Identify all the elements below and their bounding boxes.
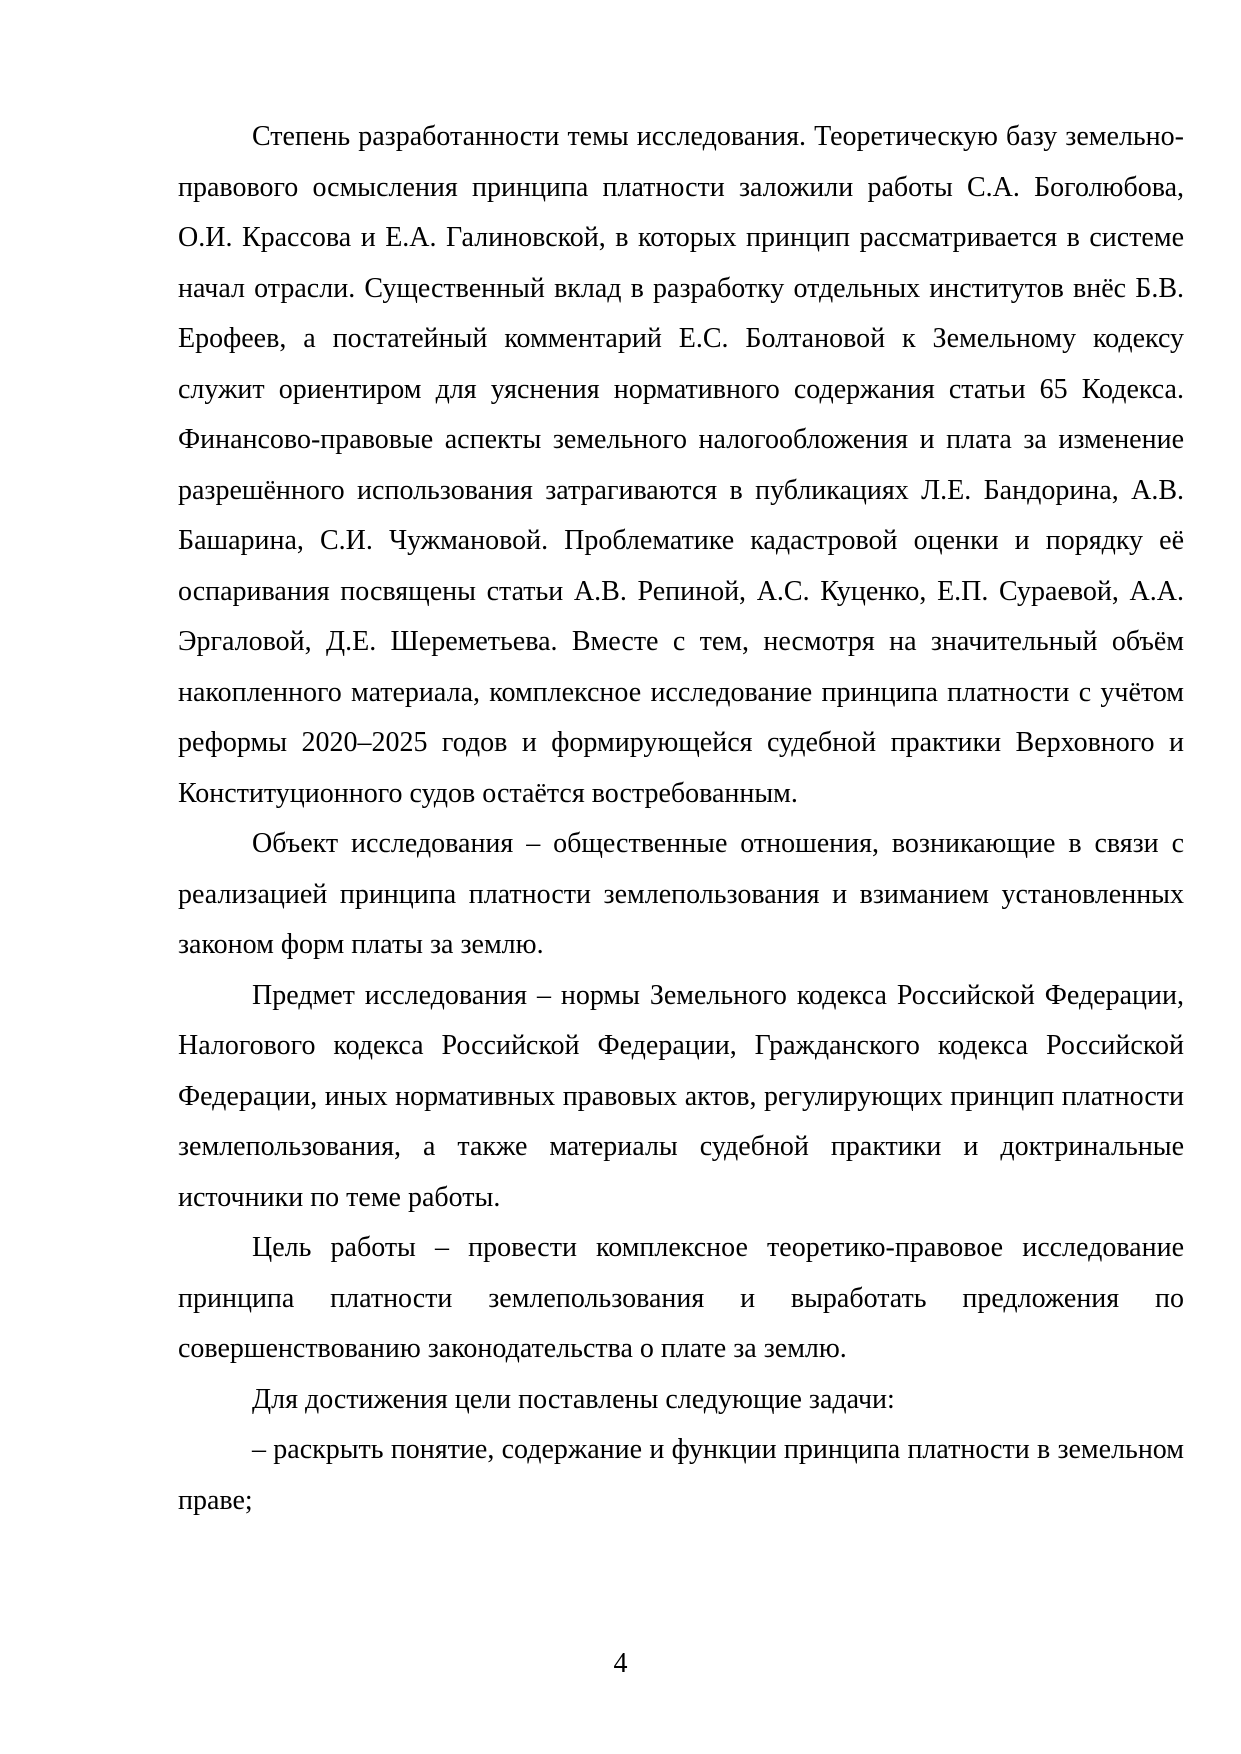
document-page [178, 112, 1184, 1526]
task-list-item: – раскрыть понятие, содержание и функции принципа платности в земельном праве; [178, 1434, 1184, 1516]
page-number: 4 [613, 1648, 628, 1679]
paragraph-research-development: Степень разработанности темы исследования. Теоретическую базу земельно-правового осмысления принципа платности заложили работы С.А. Боголюбова, О.И. Крассова и Е.А. Галиновской, в которых принцип рассматривается в системе начал отрасли. Существенный вклад в разработку отдельных институтов внёс Б.В. Ерофеев, а постатейный комментарий Е.С. Болтановой к Земельному кодексу служит ориентиром для уяснения нормативного содержания статьи 65 Кодекса. Финансово-правовые аспекты земельного налогообложения и плата за изменение разрешённого использования затрагиваются в публикациях Л.Е. Бандорина, А.В. Башарина, С.И. Чужмановой. Проблематике кадастровой оценки и порядку её оспаривания посвящены статьи А.В. Репиной, А.С. Куценко, Е.П. Сураевой, А.А. Эргаловой, Д.Е. Шереметьева. Вместе с тем, несмотря на значительный объём накопленного материала, комплексное исследование принципа платности с учётом реформы 2020–2025 годов и формирующейся судебной практики Верховного и Конституционного судов остаётся востребованным. [178, 121, 1184, 809]
paragraph-tasks-intro: Для достижения цели поставлены следующие задачи: [252, 1383, 895, 1415]
paragraph-research-object: Объект исследования – общественные отношения, возникающие в связи с реализацией принципа платности землепользования и взиманием установленных законом форм платы за землю. [178, 828, 1184, 960]
paragraph-research-goal: Цель работы – провести комплексное теоретико-правовое исследование принципа платности землепользования и выработать предложения по совершенствованию законодательства о плате за землю. [178, 1232, 1184, 1364]
paragraph-research-subject: Предмет исследования – нормы Земельного кодекса Российской Федерации, Налогового кодекса Российской Федерации, Гражданского кодекса Российской Федерации, иных нормативных правовых актов, регулирующих принцип платности землепользования, а также материалы судебной практики и доктринальные источники по теме работы. [178, 979, 1184, 1213]
